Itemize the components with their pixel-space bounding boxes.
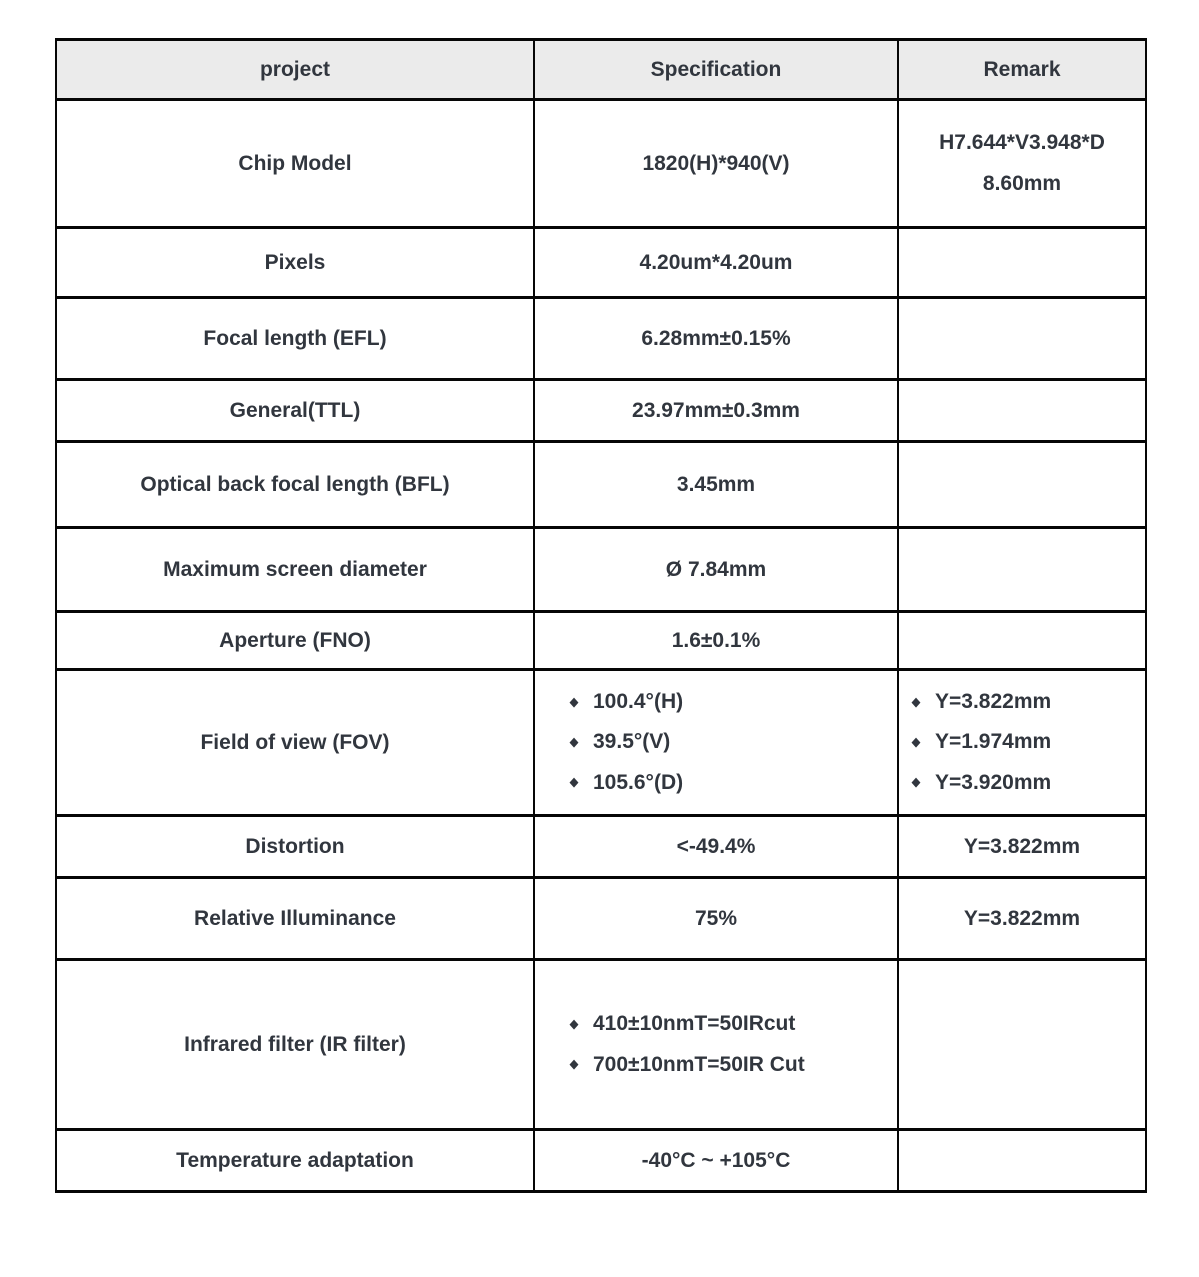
project-cell: Distortion [56,816,534,878]
remark-cell [898,380,1146,442]
ir-spec-value: 700±10nmT=50IR Cut [593,1052,805,1076]
project-cell: Infrared filter (IR filter) [56,960,534,1130]
table-row-temperature-adaptation [56,1130,1146,1192]
table-row-chip-model [56,100,1146,228]
specification-cell: 4.20um*4.20um [534,228,898,298]
diamond-bullet-icon: ◆ [911,693,921,709]
fov-spec-value: 105.6°(D) [593,770,684,794]
specification-cell: -40°C ~ +105°C [534,1130,898,1192]
fov-remark-item [911,722,1145,762]
remark-cell [898,960,1146,1130]
specification-cell: 1820(H)*940(V) [534,100,898,228]
table-row-optical-back-focal-length [56,442,1146,528]
diamond-bullet-icon: ◆ [569,734,579,750]
remark-cell [898,612,1146,670]
header-row [56,40,1146,100]
project-cell: Maximum screen diameter [56,528,534,612]
ir-spec-item [569,1045,897,1085]
project-cell: Aperture (FNO) [56,612,534,670]
fov-spec-item [569,722,897,762]
table-row-general-ttl [56,380,1146,442]
table-row-distortion [56,816,1146,878]
specification-cell [534,670,898,816]
remark-cell: Y=3.822mm [898,878,1146,960]
table-body [56,100,1146,1192]
remark-cell [898,228,1146,298]
diamond-bullet-icon: ◆ [911,734,921,750]
ir-spec-item [569,1004,897,1044]
remark-cell [898,528,1146,612]
fov-spec-value: 39.5°(V) [593,730,671,754]
fov-remark-value: Y=1.974mm [935,730,1052,754]
remark-cell [898,1130,1146,1192]
column-header-specification: Specification [534,40,898,100]
diamond-bullet-icon: ◆ [569,1056,579,1072]
project-cell: Field of view (FOV) [56,670,534,816]
diamond-bullet-icon: ◆ [911,774,921,790]
fov-spec-item [569,763,897,803]
fov-remark-item [911,682,1145,722]
remark-cell [898,670,1146,816]
table-row-maximum-screen-diameter [56,528,1146,612]
table-row-infrared-filter [56,960,1146,1130]
table-row-field-of-view [56,670,1146,816]
project-cell: Pixels [56,228,534,298]
table-header [56,40,1146,100]
table-row-focal-length [56,298,1146,380]
project-cell: General(TTL) [56,380,534,442]
project-cell: Relative Illuminance [56,878,534,960]
specification-cell: <-49.4% [534,816,898,878]
diamond-bullet-icon: ◆ [569,693,579,709]
table-row-aperture-fno [56,612,1146,670]
diamond-bullet-icon: ◆ [569,774,579,790]
ir-spec-value: 410±10nmT=50IRcut [593,1012,796,1036]
lens-specification-table-container [55,38,1147,1193]
fov-spec-value: 100.4°(H) [593,690,684,714]
specification-cell: 6.28mm±0.15% [534,298,898,380]
specification-cell [534,960,898,1130]
project-cell: Optical back focal length (BFL) [56,442,534,528]
project-cell: Focal length (EFL) [56,298,534,380]
fov-remark-value: Y=3.920mm [935,770,1052,794]
remark-cell: Y=3.822mm [898,816,1146,878]
specification-cell: 23.97mm±0.3mm [534,380,898,442]
remark-cell [898,442,1146,528]
project-cell: Temperature adaptation [56,1130,534,1192]
lens-specification-table [55,38,1147,1193]
diamond-bullet-icon: ◆ [569,1015,579,1031]
fov-remark-value: Y=3.822mm [935,690,1052,714]
specification-cell: 1.6±0.1% [534,612,898,670]
column-header-remark: Remark [898,40,1146,100]
table-row-relative-illuminance [56,878,1146,960]
fov-remark-item [911,763,1145,803]
remark-cell [898,298,1146,380]
table-row-pixels [56,228,1146,298]
fov-spec-item [569,682,897,722]
column-header-project: project [56,40,534,100]
specification-cell: 3.45mm [534,442,898,528]
remark-cell: H7.644*V3.948*D 8.60mm [898,100,1146,228]
specification-cell: Ø 7.84mm [534,528,898,612]
project-cell: Chip Model [56,100,534,228]
specification-cell: 75% [534,878,898,960]
